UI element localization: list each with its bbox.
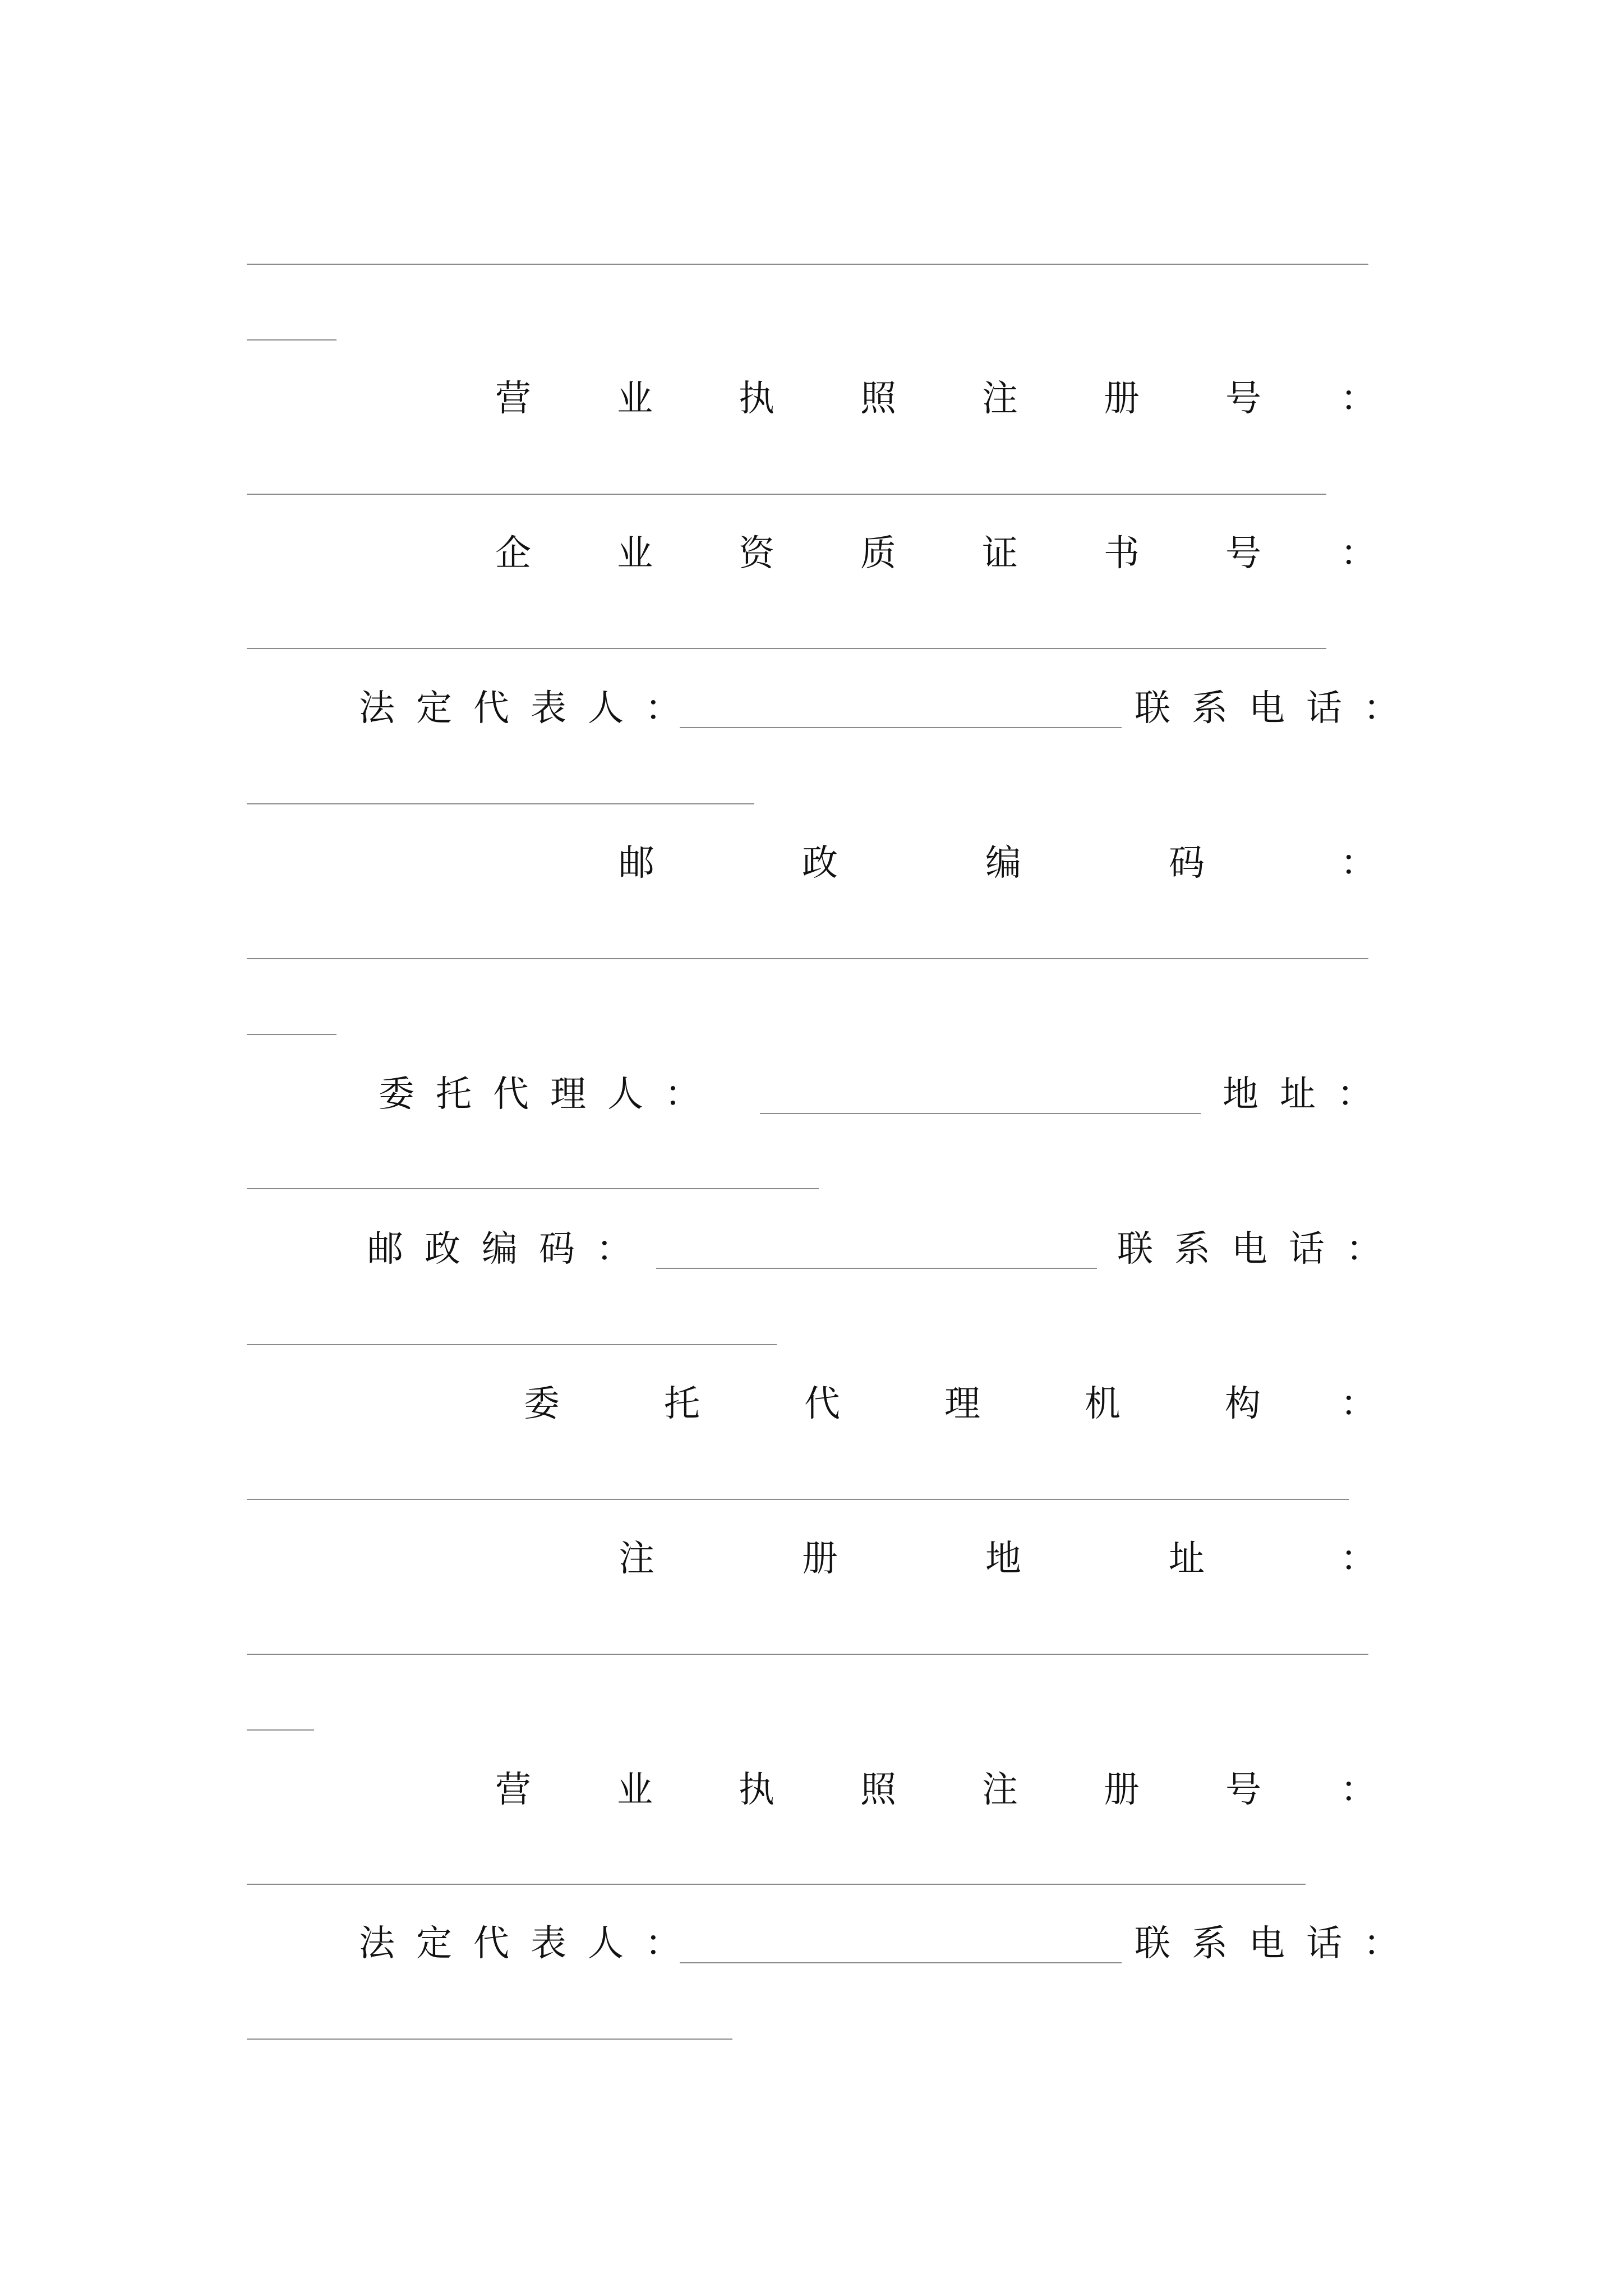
agency-legal-rep-field[interactable] (680, 1962, 1122, 1963)
address-line[interactable] (247, 1188, 819, 1189)
label-char: 照 (860, 378, 896, 420)
colon: ： (1340, 1769, 1376, 1811)
agency-line[interactable] (247, 1499, 1349, 1500)
agent-phone-line[interactable] (247, 1344, 777, 1345)
agent-postal-field[interactable] (656, 1268, 1097, 1269)
label-char: 托 (664, 1383, 700, 1425)
phone-label: 联系电话： (1135, 688, 1421, 729)
label-char: 编 (985, 843, 1021, 884)
address-label: 地址： (1223, 1074, 1394, 1115)
agency-phone-label: 联系电话： (1135, 1923, 1421, 1964)
colon: ： (1340, 533, 1376, 574)
postal-code-row (247, 832, 1376, 894)
license-number-row (247, 368, 1376, 430)
label-char: 照 (860, 1769, 896, 1811)
colon: ： (1340, 1383, 1376, 1425)
label-char: 代 (804, 1383, 840, 1425)
label-char: 业 (617, 533, 653, 574)
label-char: 业 (617, 378, 653, 420)
label-char: 号 (1225, 533, 1261, 574)
label-char: 业 (617, 1769, 653, 1811)
label-char: 书 (1104, 533, 1140, 574)
underline-fill (247, 264, 1368, 265)
label-char: 址 (1169, 1538, 1205, 1580)
agent-phone-label: 联系电话： (1117, 1228, 1403, 1270)
phone-line[interactable] (247, 803, 754, 804)
agent-field[interactable] (760, 1113, 1201, 1114)
registered-address-line[interactable] (247, 1654, 1368, 1655)
agency-row (247, 1373, 1376, 1435)
label-char: 注 (982, 1769, 1018, 1811)
label-char: 地 (985, 1538, 1021, 1580)
label-char: 机 (1085, 1383, 1121, 1425)
agency-legal-rep-label: 法定代表人： (359, 1923, 702, 1964)
label-char: 政 (802, 843, 838, 884)
label-char: 册 (1104, 378, 1140, 420)
label-char: 理 (944, 1383, 980, 1425)
label-char: 构 (1225, 1383, 1261, 1425)
agency-license-number-line[interactable] (247, 1884, 1306, 1885)
postal-inline-label: 邮政编码： (367, 1228, 653, 1270)
registered-address-row (247, 1528, 1376, 1590)
label-char: 号 (1225, 378, 1261, 420)
label-char: 执 (739, 1769, 774, 1811)
label-char: 注 (982, 378, 1018, 420)
license-number-line[interactable] (247, 494, 1326, 495)
legal-rep-label: 法定代表人： (359, 688, 702, 729)
legal-rep-row (247, 678, 1421, 739)
label-char: 码 (1169, 843, 1205, 884)
agent-label: 委托代理人： (379, 1074, 722, 1115)
colon: ： (1340, 843, 1376, 884)
label-char: 营 (495, 378, 531, 420)
agency-license-number-row (247, 1759, 1376, 1821)
label-char: 册 (802, 1538, 838, 1580)
label-char: 营 (495, 1769, 531, 1811)
label-char: 资 (739, 533, 774, 574)
legal-rep-field[interactable] (680, 727, 1122, 728)
agent-postal-row (247, 1218, 1403, 1280)
underline-fill (247, 339, 336, 341)
agency-phone-line[interactable] (247, 2039, 732, 2040)
postal-code-line[interactable] (247, 958, 1368, 959)
label-char: 册 (1104, 1769, 1140, 1811)
qualification-cert-line[interactable] (247, 648, 1326, 649)
underline-fill (247, 1034, 336, 1035)
label-char: 企 (495, 533, 531, 574)
colon: ： (1340, 1538, 1376, 1580)
label-char: 注 (619, 1538, 654, 1580)
agency-legal-rep-row (247, 1913, 1421, 1975)
underline-fill (247, 1729, 314, 1731)
qualification-cert-row (247, 523, 1376, 585)
colon: ： (1340, 378, 1376, 420)
label-char: 质 (860, 533, 896, 574)
label-char: 邮 (619, 843, 654, 884)
agent-row (247, 1064, 1394, 1125)
label-char: 执 (739, 378, 774, 420)
label-char: 号 (1225, 1769, 1261, 1811)
label-char: 委 (524, 1383, 560, 1425)
label-char: 证 (982, 533, 1018, 574)
